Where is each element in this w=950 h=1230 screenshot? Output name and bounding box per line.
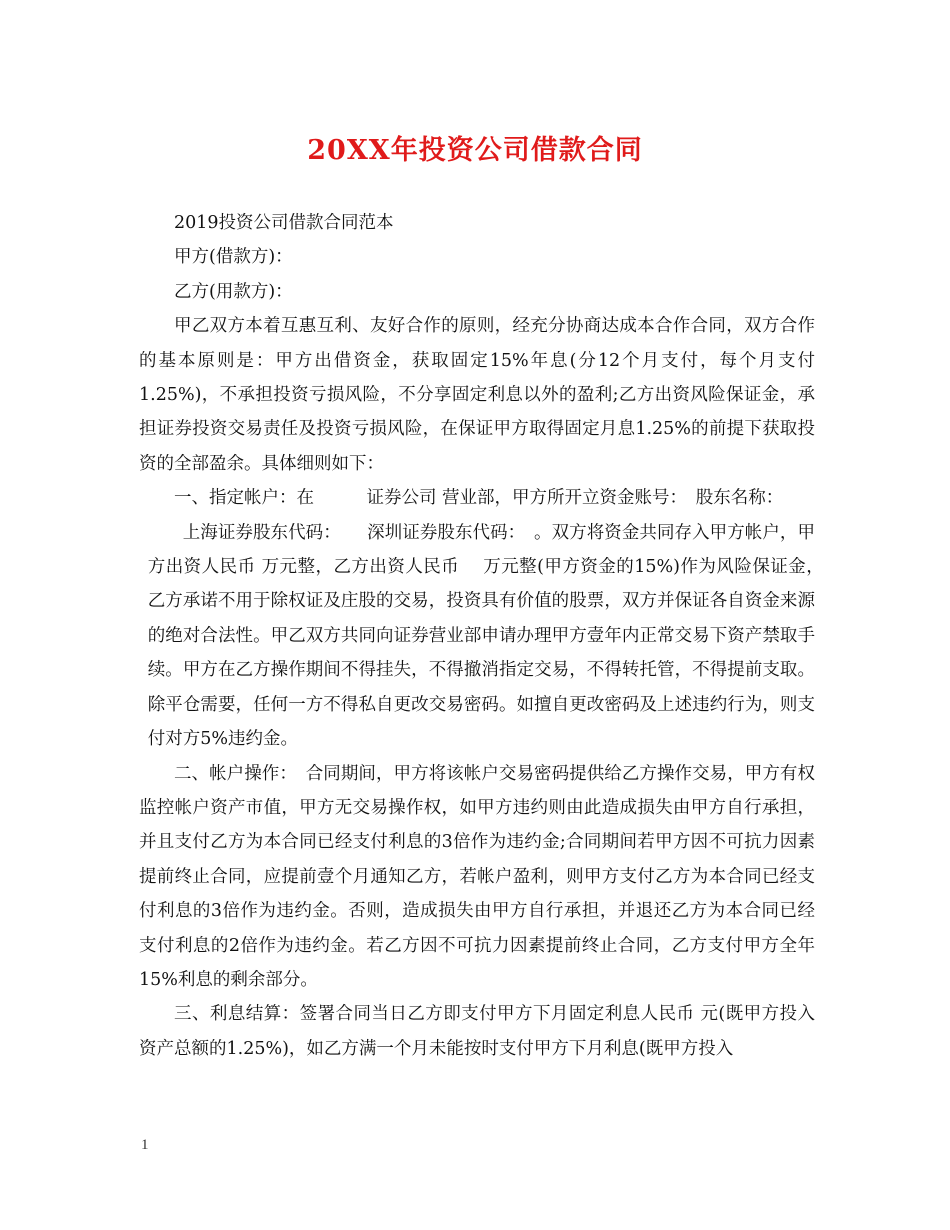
clause-3-paragraph: 三、利息结算：签署合同当日乙方即支付甲方下月固定利息人民币 元(既甲方投入资产总额的1.25%)，如乙方满一个月未能按时支付甲方下月利息(既甲方投入	[139, 1004, 815, 1059]
principles-paragraph: 甲乙双方本着互惠互利、友好合作的原则，经充分协商达成本合作合同，双方合作的基本原则是：甲方出借资金，获取固定15%年息(分12个月支付，每个月支付1.25%)，不承担投资亏损风险，不分享固定利息以外的盈利;乙方出资风险保证金，承担证券投资交易责任及投资亏损风险，在保证甲方取得固定月息1.25%的前提下获取投资的全部盈余。具体细则如下：	[139, 316, 815, 474]
document-body	[139, 206, 833, 1066]
clause-1-body-paragraph: 上海证券股东代码： 深圳证券股东代码： 。双方将资金共同存入甲方帐户，甲方出资人民币 万元整，乙方出资人民币 万元整(甲方资金的15%)作为风险保证金， 乙方承诺不用于除权证及庄股的交易，投资具有价值的股票，双方并保证各自资金来源的绝对合法性。甲乙双方共同向证券营业部申请办理甲方壹年内正常交易下资产禁取手续。甲方在乙方操作期间不得挂失，不得撤消指定交易，不得转托管，不得提前支取。除平仓需要，任何一方不得私自更改交易密码。如擅自更改密码及上述违约行为，则支付对方5%违约金。	[147, 522, 833, 750]
party-a-line: 甲方(借款方)：	[174, 247, 293, 268]
clause-1-heading-paragraph: 一、指定帐户：在 证券公司 营业部，甲方所开立资金账号： 股东名称：	[174, 488, 784, 509]
clause-2-paragraph: 二、帐户操作： 合同期间，甲方将该帐户交易密码提供给乙方操作交易，甲方有权监控帐户资产市值，甲方无交易操作权，如甲方违约则由此造成损失由甲方自行承担，并且支付乙方为本合同已经支付利息的3倍作为违约金;合同期间若甲方因不可抗力因素提前终止合同，应提前壹个月通知乙方，若帐户盈利，则甲方支付乙方为本合同已经支付利息的3倍作为违约金。否则，造成损失由甲方自行承担，并退还乙方为本合同已经支付利息的2倍作为违约金。若乙方因不可抗力因素提前终止合同，乙方支付甲方全年15%利息的剩余部分。	[139, 763, 815, 990]
contract-subtitle: 2019投资公司借款合同范本	[174, 213, 394, 233]
page-number: 1	[141, 1137, 149, 1153]
party-b-line: 乙方(用款方)：	[174, 281, 293, 302]
document-title: 20XX年投资公司借款合同	[307, 135, 643, 166]
